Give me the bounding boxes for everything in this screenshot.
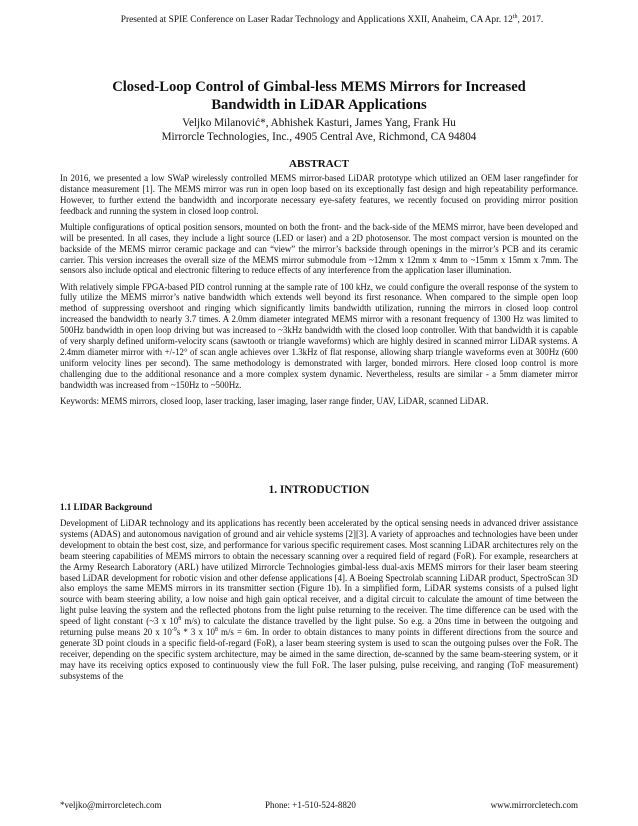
conference-date-superscript: th	[512, 13, 518, 20]
introduction-body	[60, 518, 578, 682]
paper-title	[60, 78, 578, 114]
footer-phone: Phone: +1-510-524-8820	[265, 800, 356, 810]
author-affiliation: Mirrorcle Technologies, Inc., 4905 Central Ave, Richmond, CA 94804	[161, 131, 477, 143]
exponent-8: 8	[178, 616, 182, 623]
subsection-heading-lidar-background: 1.1 LIDAR Background	[60, 502, 153, 512]
author-list: Veljko Milanović*, Abhishek Kasturi, James Yang, Frank Hu	[182, 117, 456, 129]
conference-header	[62, 14, 602, 26]
intro-text-part-4: m/s = 6m. In order to obtain distances to many points in different directions from the source and generate 3D point clouds in a specific field-of-regard (FoR), a laser beam steering system is used to scan the outgoing pulses over the FoR. The receiver, depending on the specific system architecture, may be aimed in the same direction, de-scanned by the same beam-steering system, or it may have its receiving optics exposed to continuously view the full FoR. The laser pulsing, pulse receiving, and ranging (ToF measurement) subsystems of the	[60, 627, 578, 681]
paper-title-line-1: Closed-Loop Control of Gimbal-less MEMS Mirrors for Increased	[112, 79, 526, 95]
intro-text-part-1: Development of LiDAR technology and its applications has recently been accelerated by the optical sensing needs in advanced driver assistance systems (ADAS) and autonomous navigation of ground and air vehicle systems [2][3]. A variety of approaches and technologies have been under development to obtain the best cost, size, and performance for various specific requirement cases. Most scanning LiDAR architectures rely on the beam steering capabilities of MEMS mirrors to obtain the necessary scanning over a required field of regard (FoR). For example, researchers at the Army Research Laboratory (ARL) have utilized Mirrorcle Technologies gimbal-less dual-axis MEMS mirrors for their laser beam steering based LiDAR development for robotic vision and other defense applications [4]. A Boeing Spectrolab scanning LiDAR product, SpectroScan 3D also employs the same MEMS mirrors in its transmitter section (Figure 1b). In a simplified form, LiDAR systems consists of a pulsed light source with beam steering ability, a low noise and high gain optical receiver, and a digital circuit to calculate the amount of time between the light pulse leaving the system and the reflected photons from the light pulse returning to the receiver. The time difference can be used with the speed of light constant (~3 x 10	[60, 518, 578, 627]
abstract-heading: ABSTRACT	[289, 158, 349, 170]
paper-title-line-2: Bandwidth in LiDAR Applications	[211, 97, 427, 113]
intro-text-part-3: s * 3 x 10	[176, 627, 215, 638]
conference-text: Presented at SPIE Conference on Laser Radar Technology and Applications XXII, Anaheim, CA Apr. 12	[120, 15, 513, 25]
keywords: Keywords: MEMS mirrors, closed loop, laser tracking, laser imaging, laser range finder, UAV, LiDAR, scanned LiDAR.	[60, 395, 489, 406]
abstract-paragraph-1: In 2016, we presented a low SWaP wirelessly controlled MEMS mirror-based LiDAR prototype which utilized an OEM laser rangefinder for distance measurement [1]. The MEMS mirror was run in open loop based on its exceptionally fast design and high repeatability performance. However, to further extend the bandwidth and incorporate necessary eye-safety features, we recently focused on providing mirror position feedback and running the system in closed loop control.	[60, 173, 578, 216]
footer-website: www.mirrorcletech.com	[490, 800, 578, 810]
page-footer	[60, 799, 578, 811]
intro-text-part-2: m/s) to calculate the distance travelled by the light pulse. So e.g. a 20ns time in between the outgoing and returning pulse means 20 x 10	[60, 616, 578, 638]
introduction-paragraph	[60, 518, 578, 682]
conference-year: , 2017.	[517, 15, 544, 25]
abstract-body	[60, 173, 578, 412]
abstract-paragraph-3: With relatively simple FPGA-based PID control running at the sample rate of 100 kHz, we could configure the overall response of the system to fully utilize the MEMS mirror’s native bandwidth which extends well beyond its first resonance. When compared to the simple open loop method of suppressing overshoot and ringing which significantly limits bandwidth utilization, running the mirrors in closed loop control increased the bandwidth to nearly 3.7 times. A 2.0mm diameter integrated MEMS mirror with a resonant frequency of 1300 Hz was limited to 500Hz bandwidth in open loop driving but was increased to ~3kHz bandwidth with the closed loop controller. With that bandwidth it is capable of very sharply defined uniform-velocity scans (sawtooth or triangle waveforms) which are highly desired in scanned mirror LiDAR systems. A 2.4mm diameter mirror with +/-12° of scan angle achieves over 1.3kHz of flat response, allowing sharp triangle waveforms even at 300Hz (600 uniform velocity lines per second). The same methodology is demonstrated with larger, bonded mirrors. Here closed loop control is more challenging due to the additional resonance and a more complex system dynamic. Nevertheless, results are similar - a 5mm diameter mirror bandwidth was increased from ~150Hz to ~500Hz.	[60, 281, 578, 390]
exponent-8-second: 8	[214, 627, 218, 634]
exponent-minus-9: -9	[171, 627, 177, 634]
footer-email: *veljko@mirrorcletech.com	[60, 800, 162, 810]
abstract-paragraph-2: Multiple configurations of optical position sensors, mounted on both the front- and the back-side of the MEMS mirror, have been developed and will be presented. In all cases, they include a light source (LED or laser) and a 2D photosensor. The most compact version is mounted on the backside of the MEMS mirror ceramic package and can “view” the mirror’s backside through openings in the mirror’s PCB and its ceramic carrier. This version increases the overall size of the MEMS mirror submodule from ~12mm x 12mm x 4mm to ~15mm x 15mm x 7mm. The sensors also include optical and electronic filtering to reduce effects of any interference from the application laser illumination.	[60, 221, 578, 276]
section-heading-introduction: 1. INTRODUCTION	[268, 484, 370, 496]
